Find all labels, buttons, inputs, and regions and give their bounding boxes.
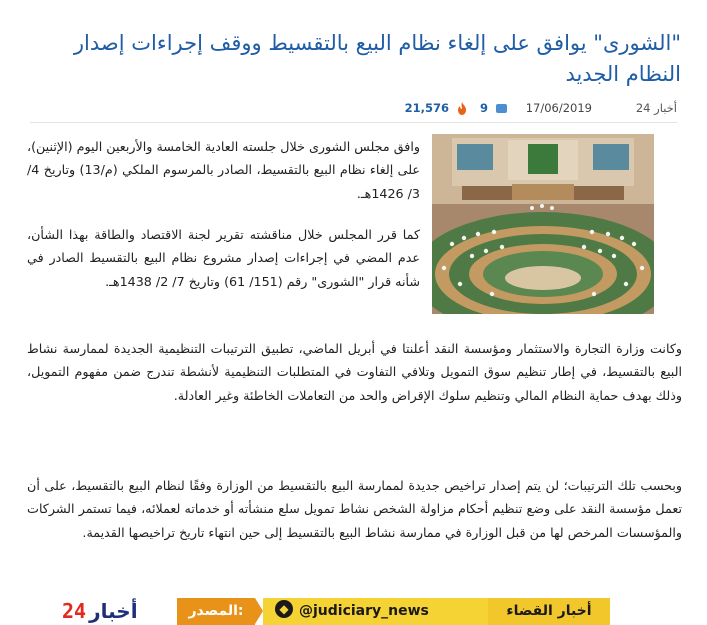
- views-count: [405, 98, 467, 118]
- comment-count-value: 9: [479, 101, 488, 115]
- article-title: "الشورى" يوافق على إلغاء نظام البيع بالتقسيط ووقف إجراءات إصدار النظام الجديد: [73, 31, 681, 87]
- views-count-value: 21,576: [404, 101, 449, 115]
- comments-count[interactable]: [480, 98, 507, 118]
- article-paragraph: وافق مجلس الشورى خلال جلسته العادية الخامسة والأربعين اليوم (الإثنين)، على إلغاء نظام البيع بالتقسيط، الصادر بالمرسوم الملكي (م/13) وتاريخ 4/ 3/ 1426هـ.: [26, 139, 420, 201]
- source-label[interactable]: أخبار 24: [635, 101, 677, 115]
- article-paragraph: كما قرر المجلس خلال مناقشته تقرير لجنة الاقتصاد والطاقة بهذا الشأن، عدم المضي في إجراءات إصدار مشروع نظام البيع بالتقسيط الصادر في شأنه قرار "الشورى" رقم (151/ 61) وتاريخ 7/ 2/ 1438هـ.: [27, 227, 420, 289]
- twitter-handle-link[interactable]: [263, 598, 488, 625]
- akhbar24-logo[interactable]: [62, 598, 164, 625]
- parliament-chamber-photo: [432, 134, 654, 314]
- source-label-badge: المصدر:: [177, 598, 255, 625]
- logo-number: 24: [62, 599, 87, 623]
- article-meta: [400, 98, 677, 118]
- comment-bubble-icon: [496, 104, 507, 113]
- meta-divider: [30, 122, 677, 123]
- fire-icon: [457, 102, 467, 115]
- source-banner: [62, 598, 610, 625]
- logo-word: أخبار: [89, 599, 138, 623]
- article-paragraph: وبحسب تلك الترتيبات؛ لن يتم إصدار تراخيص جديدة لممارسة البيع بالتقسيط من الوزارة وفقًا لنظام البيع بالتقسيط، على أن تعمل مؤسسة النقد على وضع تنظيم أحكام مزاولة الشخص نشاط تمويل سلع منشأته أو خدماته لعملائه، فيما تستمر الشركات والمؤسسات المرخص لها من قبل الوزارة في ممارسة نشاط البيع بالتقسيط إلى حين انتهاء تاريخ تراخيصها القديمة.: [27, 478, 682, 540]
- twitter-bird-icon: ◆: [275, 600, 293, 618]
- publish-date: 17/06/2019: [525, 101, 592, 115]
- article-paragraph: وكانت وزارة التجارة والاستثمار ومؤسسة النقد أعلنتا في أبريل الماضي، تطبيق الترتيبات التنظيمية الجديدة لممارسة نشاط البيع بالتقسيط، في إطار تنظيم سوق التمويل وتلافي التفاوت في المتطلبات التنظيمية لأنشطة تندرج ضمن مفهوم التمويل، وذلك بهدف حماية النظام المالي وتنظيم سلوك الإقراض والحد من التعاملات الخاطئة وغير العادلة.: [27, 341, 682, 403]
- twitter-handle: @judiciary_news: [299, 603, 429, 619]
- publisher-logo[interactable]: أخبار القضاء: [488, 598, 610, 625]
